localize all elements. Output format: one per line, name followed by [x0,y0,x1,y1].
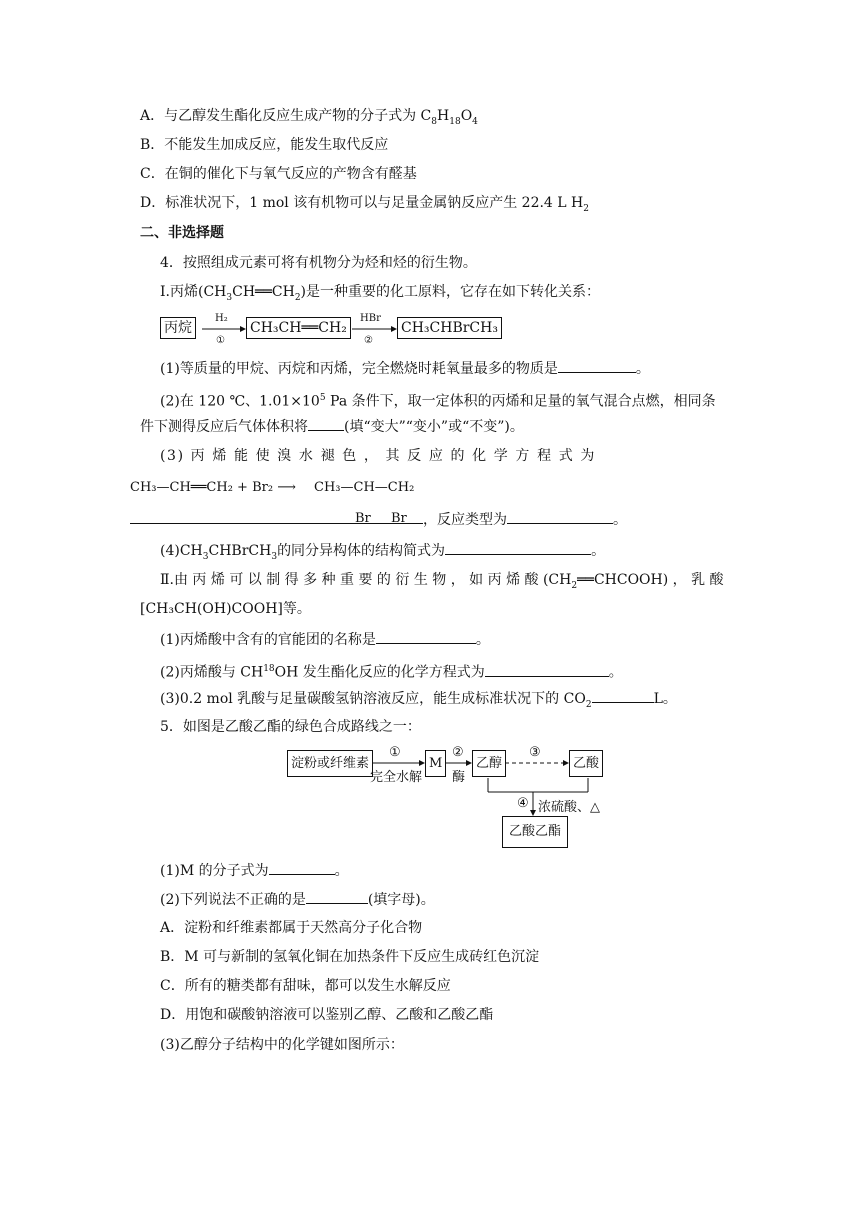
flow-cond-4: 浓硫酸、△ [538,800,600,815]
q4-sub2-cont: 件下测得反应后气体体积将 (填“变大”“变小”或“不变”)。 [140,416,524,437]
scheme-box-propene: CH₃CH══CH₂ [246,317,351,339]
flow-cond-2: 酶 [452,770,466,785]
scheme-step-1: ① [216,335,225,346]
q4-part2-cont: [CH₃CH(OH)COOH]等。 [140,601,311,617]
equation-reactants: CH₃—CH══CH₂ + Br₂ ⟶ [130,480,296,495]
q4-sub1: (1)等质量的甲烷、丙烷和丙烯，完全燃烧时耗氧量最多的物质是 。 [160,358,650,379]
q5-intro: 5．如图是乙酸乙酯的绿色合成路线之一： [160,719,421,735]
flow-step-2: ② [452,745,464,760]
q3-option-b: B．不能发生加成反应，能发生取代反应 [140,137,389,153]
flow-node-starch: 淀粉或纤维素 [287,750,373,777]
q4-part2-sub1: (1)丙烯酸中含有的官能团的名称是 。 [160,629,490,650]
q5-sub3: (3)乙醇分子结构中的化学键如图所示： [160,1037,404,1053]
scheme-reagent-1: H₂ [215,313,228,324]
q4-intro: 4．按照组成元素可将有机物分为烃和烃的衍生物。 [160,255,477,271]
equation-br-1: Br [355,511,371,526]
q5-option-d: D．用饱和碳酸钠溶液可以鉴别乙醇、乙酸和乙酸乙酯 [160,1007,494,1023]
q5-sub1: (1)M 的分子式为 。 [160,860,349,881]
scheme-step-2: ② [364,335,373,346]
scheme-reagent-2: HBr [360,313,381,324]
q4-part2-sub2: (2)丙烯酸与 CH$^{18}$OH 发生酯化反应的化学方程式为 。 [160,659,623,683]
q5-sub2: (2)下列说法不正确的是 (填字母)。 [160,889,435,910]
flow-step-1: ① [389,745,401,760]
q4-sub2: (2)在 120 ℃、$1.01\times 10^5$ Pa 条件下，取一定体积的丙烯和足量的氧气混合点燃，相同条 [160,393,716,410]
flow-node-acetic-acid: 乙酸 [569,750,603,777]
answer-blank[interactable] [269,860,335,875]
q3-option-a: A．与乙醇发生酯化反应生成产物的分子式为 $C_8H_{18}O_4$ [140,108,478,127]
q4-part1-intro: Ⅰ.丙烯$(CH_3CH══CH_2)$是一种重要的化工原料，它存在如下转化关系： [160,284,601,303]
q4-part2-intro: Ⅱ.由 丙 烯 可 以 制 得 多 种 重 要 的 衍 生 物 ， 如 丙 烯 酸 $(CH_2══CHCOOH)$ ， 乳 酸 [160,572,724,591]
flow-cond-1: 完全水解 [370,770,423,785]
flow-step-3: ③ [529,745,541,760]
answer-blank[interactable] [306,889,368,904]
q4-sub3: (3) 丙 烯 能 使 溴 水 褪 色 ， 其 反 应 的 化 学 方 程 式 为 [160,448,596,464]
flow-node-m: M [425,750,446,777]
flow-step-4: ④ [517,796,529,811]
q4-sub4: $(4)CH_3CHBrCH_3$的同分异构体的结构简式为 。 [160,540,605,567]
section-heading: 二、非选择题 [140,225,224,241]
equation-br-2: Br [391,511,407,526]
flow-node-ethanol: 乙醇 [472,750,506,777]
q5-option-c: C．所有的糖类都有甜味，都可以发生水解反应 [160,978,451,994]
q5-option-a: A．淀粉和纤维素都属于天然高分子化合物 [160,920,423,936]
q4-part2-sub3: (3)0.2 mol 乳酸与足量碳酸氢钠溶液反应，能生成标准状况下的 $CO_2$ L。 [160,688,677,715]
scheme-box-propane: 丙烷 [160,317,196,339]
scheme-box-product: CH₃CHBrCH₃ [397,317,502,339]
equation-product: CH₃—CH—CH₂ [314,480,415,495]
q3-option-c: C．在铜的催化下与氧气反应的产物含有醛基 [140,166,417,182]
q3-option-d: D．标准状况下，1 mol 该有机物可以与足量金属钠反应产生 22.4 L $H_2$ [140,195,589,214]
q4-sub3-cont: ，反应类型为 。 [130,509,627,530]
flow-node-ethyl-acetate: 乙酸乙酯 [502,816,568,848]
q5-option-b: B．M 可与新制的氢氧化铜在加热条件下反应生成砖红色沉淀 [160,949,540,965]
